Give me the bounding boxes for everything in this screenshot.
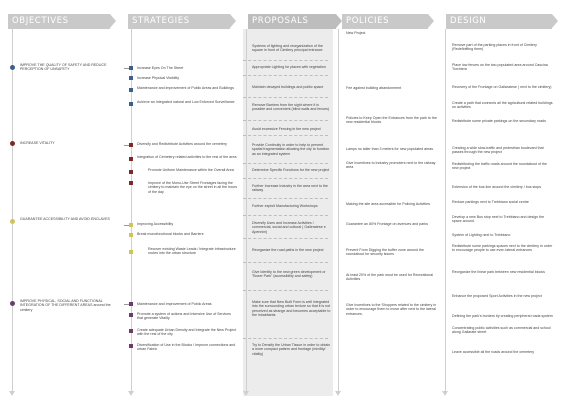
- proposal-separator: [243, 262, 328, 263]
- design-text: Develop a new Bus stop next to Trebbiano and design the space around.: [452, 215, 545, 224]
- proposal-text: Further Increase Industry in the area next to the railway: [252, 184, 328, 193]
- strategy-text: Recover existing Waste Leads / Integrate Infrastructure routes into the urban structure: [148, 247, 236, 256]
- proposal-text: Make sure that New Built Form is well integrated into the surrounding urban texture so that it is not perceived as strange and becomes acceptable to the inhabitants: [252, 300, 331, 317]
- strategy-text: Diversify and Redistribute Activities around the cemetery: [137, 142, 227, 146]
- proposal-separator: [243, 290, 328, 291]
- strategy-marker: [129, 181, 133, 185]
- header-design: [446, 14, 552, 29]
- design-column-line: [445, 29, 446, 391]
- proposal-text: Remove Barriers from the sight where it is possible and convenient (blind walls and fences): [252, 103, 330, 112]
- connector-line: [124, 304, 129, 305]
- policy-text: Prevent From Digging the buffer zone around the roundabout for security issues: [346, 248, 425, 257]
- design-text: Redistributing the traffic roads around the roundabout of the new project: [452, 162, 548, 171]
- proposal-text: Provide Continuity in order to help to prevent spatial fragmentation allowing the city to function as an integrated system: [252, 143, 330, 156]
- objective-text: IMPROVE PHYSICAL, SOCIAL AND FUNCTIONAL INTEGRATION OF THE DIFFERENT AREAS around the cimitery: [20, 299, 111, 312]
- strategy-text: Promote a system of actions and Intensive Use of Services that generate Vitality: [137, 312, 231, 321]
- objective-text: GUARANTEE ACCESSIBILITY AND AVOID ENCLAVES: [20, 217, 110, 221]
- proposal-separator: [243, 178, 328, 179]
- design-text: Redistribute some parkings spaces next to the cimitery in order to encourage people to use even lateral entrances: [452, 244, 553, 253]
- design-text: Enhance the proposed Sport Activities in the new project: [452, 294, 542, 298]
- proposal-text: Try to Densify the Urban Tissue in order to obtain a more compact pattern and frontage (mixi8ty/ vitality): [252, 343, 331, 356]
- header-policies: [342, 14, 428, 29]
- objectives-column-line: [12, 29, 13, 391]
- objective-marker-integration: [10, 301, 15, 306]
- strategy-marker: [129, 170, 133, 174]
- strategy-marker: [129, 344, 133, 348]
- strategies-column-line: [131, 29, 132, 391]
- line-arrow: [442, 391, 448, 396]
- proposal-text: Reorganize the road paths in the new project: [252, 248, 324, 252]
- header-objectives-label: OBJECTIVES: [12, 16, 69, 26]
- header-proposals-label: PROPOSALS: [252, 16, 309, 26]
- design-text: Create a path that connects all the agricultural related buildings on activities: [452, 101, 553, 110]
- strategy-marker: [129, 313, 133, 317]
- strategy-text: Promote Uniform Maintenance within the Overall Area: [148, 168, 234, 172]
- strategy-marker: [129, 329, 133, 333]
- connector-line: [124, 145, 129, 146]
- policy-text: Lamps no taller than 3 meters for new populated areas: [346, 147, 434, 151]
- strategy-marker: [129, 302, 133, 306]
- proposals-column-line: [246, 29, 247, 391]
- policy-text: Give Incentives to Industry promoters next to the railway area: [346, 161, 436, 170]
- proposal-text: Further exploit Manufacturing Workshops: [252, 204, 318, 208]
- header-objectives: [8, 14, 110, 29]
- proposal-text: Determine Specific Functions for the new project: [252, 168, 330, 172]
- proposal-separator: [243, 135, 328, 136]
- proposal-separator: [243, 75, 328, 76]
- strategy-text: Diversification of Use in the Blocks / Improve connections and urban Fabric: [137, 343, 236, 352]
- proposal-separator: [243, 120, 328, 121]
- strategy-text: Increase Eyes On The Street: [137, 66, 184, 70]
- header-strategies: [128, 14, 230, 29]
- policy-text: At least 20% of the park must be used for Recreational Activities: [346, 273, 434, 282]
- proposal-text: Appropriate Lighting for places with vegetation: [252, 65, 326, 69]
- strategy-text: Create adequate Urban Density and Integrate the New Project with the rest of the city: [137, 328, 237, 337]
- strategy-text: Achieve an Integrated natural and Low Enforced Surveillance: [137, 100, 235, 104]
- proposal-text: Diversify Uses and Increase Activities / commercial, social and cultural ( Galleratese e Apennini): [252, 221, 326, 234]
- header-arrow: [230, 14, 236, 28]
- proposal-separator: [243, 238, 328, 239]
- design-text: Concentrating public activities such as commercial and school along Gallarate street: [452, 326, 551, 335]
- header-design-label: DESIGN: [450, 16, 487, 26]
- design-text: System of Lighting next to Trebbiano: [452, 233, 511, 237]
- line-arrow: [243, 391, 249, 396]
- strategy-text: Improve of the Mono-Use Street Frontages facing the cimitery to maintain the eye on the street in all the hours of the day: [148, 181, 238, 194]
- header-strategies-label: STRATEGIES: [132, 16, 190, 26]
- policy-text: Fee against building abandonment: [346, 86, 402, 90]
- strategy-marker: [129, 76, 133, 80]
- strategy-text: Break monofunctional blocks and Barriers: [137, 232, 204, 236]
- strategy-marker: [129, 233, 133, 237]
- proposal-separator: [243, 60, 328, 61]
- design-text: Recovery of the Frontage on Gallaratese ( next to the cimitery): [452, 85, 552, 89]
- proposal-separator: [243, 338, 328, 339]
- strategy-text: Maintenance and improvement of Public Areas and Buildings: [137, 86, 234, 90]
- proposal-text: Systems of lighting and reorganization of the square in front of Cimitery principal entrance: [252, 44, 323, 53]
- design-text: Reorganize the linear park between new residential blocks: [452, 270, 545, 274]
- header-arrow: [428, 14, 434, 28]
- proposal-text: Give Identity to the new green development or "Boxer Park" (accessibility and safety): [252, 270, 326, 279]
- design-text: Extension of the bus line around the cimitery / bus stops: [452, 185, 542, 189]
- header-proposals: [248, 14, 336, 29]
- proposal-separator: [243, 97, 328, 98]
- strategy-text: Maintenance and Improvement of Public Areas: [137, 302, 212, 306]
- policy-text: Guarantee an 80% Frontage on avenues and parks: [346, 222, 428, 226]
- header-arrow: [552, 14, 558, 28]
- strategy-marker: [129, 250, 133, 254]
- connector-line: [124, 68, 129, 69]
- policy-text: New Project: [346, 31, 366, 35]
- proposal-separator: [243, 163, 328, 164]
- strategy-marker: [129, 102, 133, 106]
- line-arrow: [9, 391, 15, 396]
- header-policies-label: POLICIES: [346, 16, 390, 26]
- strategy-text: Increase Physical Visibility: [137, 76, 180, 80]
- objective-marker-vitality: [10, 141, 15, 146]
- strategy-marker: [129, 88, 133, 92]
- strategy-marker: [129, 157, 133, 161]
- design-text: Defining the park's borders by creating peripheral roads system: [452, 314, 553, 318]
- connector-line: [124, 225, 129, 226]
- design-text: Leave accessible all the roads around the cemetery: [452, 350, 535, 354]
- design-text: Creating a wide slow-traffic and pedestrian boulevard that passes through the new project: [452, 146, 544, 155]
- proposal-text: Maintain decayed buildings and public space: [252, 85, 324, 89]
- design-text: Redistribute some private parkings on the secondary roads: [452, 119, 546, 123]
- strategy-text: Integration of Cemetery related activities to the rest of the area: [137, 155, 237, 159]
- line-arrow: [128, 391, 134, 396]
- proposal-separator: [243, 215, 328, 216]
- strategy-marker: [129, 223, 133, 227]
- objective-marker-accessibility: [10, 219, 15, 224]
- strategy-marker: [129, 66, 133, 70]
- strategy-text: Improving Accessibility: [137, 222, 174, 226]
- policy-text: Making the site area accessible for Policing Activities: [346, 202, 430, 206]
- header-arrow: [110, 14, 116, 28]
- design-text: Place low fences on the two populated area around Cascina Torchiera: [452, 63, 548, 72]
- policy-text: Policies to Keep Open the Entrances from the park to the new residential blocks: [346, 116, 437, 125]
- strategy-marker: [129, 143, 133, 147]
- line-arrow: [335, 391, 341, 396]
- policy-text: Give Incentives to the Shoppers related to the cimitery in order to encourage them to move after next to the lateral entrances.: [346, 303, 437, 316]
- design-text: Reduce parkings next to Trebbiano social centre: [452, 200, 529, 204]
- proposal-text: Avoid excessive Fencing in the new project: [252, 127, 321, 131]
- objective-text: INCREASE VITALITY: [20, 141, 55, 145]
- policies-column-line: [338, 29, 339, 391]
- design-text: Remove part of the parking places in front of Cimitery (Redefinifting them): [452, 43, 537, 52]
- proposal-separator: [243, 198, 328, 199]
- objective-marker-safety: [10, 65, 15, 70]
- objective-text: IMPROVE THE QUALITY OF SAFETY AND REDUCE PERCEPTION OF UNSAFETY: [20, 63, 107, 72]
